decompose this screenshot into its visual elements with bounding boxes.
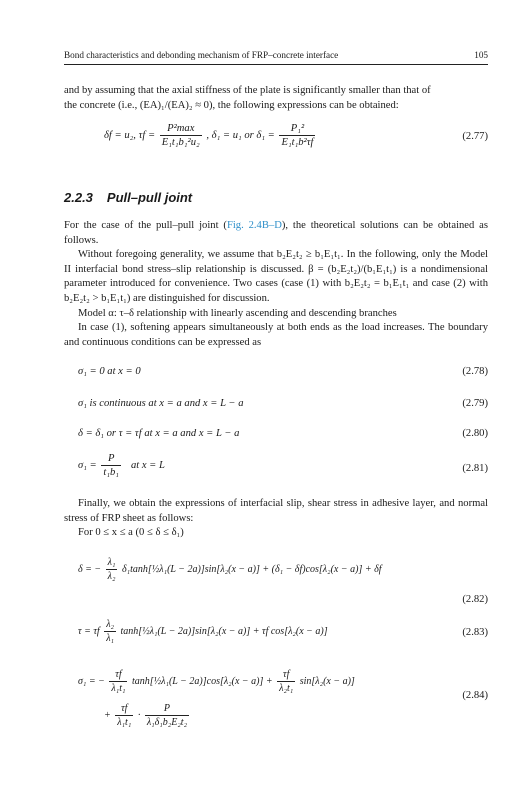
paragraph-2: Without foregoing generality, we assume that b₂E₂t₂ ≥ b₁E₁t₁. In the following, only the Model II interfacial bond stress–slip relationship is discussed. β = (b₂E₂t₂)/(b₁E₁t₁) is a nondimensional parameter introduced for convenience. Two cases (case (1) with b₂E₂t₂ = b₁E₁t₁ and case (2) with b₂E₂t₂ > b₁E₁t₁) are distinguished for discussion. xyxy=(64,249,488,304)
equation-2-83 xyxy=(64,618,488,652)
equation-number-2-79: (2.79) xyxy=(462,398,488,409)
eq282-lhs: δ = − xyxy=(78,563,102,575)
eq284-fraction-1: $\frac{\tau f}{\text{λ₁t₁}}$ xyxy=(111,669,126,694)
eq282-rhs: δ₁tanh[½λ₁(L − 2a)]sin[λ₂(x − a)] + (δ₁ − δf)cos[λ₂(x − a)] + δf xyxy=(121,563,382,575)
eq278-body: σ₁ = 0 at x = 0 xyxy=(78,366,141,377)
eq282-fraction: $\frac{\text{λ₁}}{\text{λ₂}}$ xyxy=(107,557,116,582)
equation-2-77 xyxy=(64,122,488,158)
equation-number-2-82: (2.82) xyxy=(462,594,488,605)
eq283-fraction: $\frac{\text{λ₂}}{\text{λ₁}}$ xyxy=(106,619,114,644)
equation-2-78 xyxy=(64,366,488,396)
intro-line-1: and by assuming that the axial stiffness of the plate is significantly smaller than that of xyxy=(64,85,431,96)
intro-paragraph xyxy=(64,84,488,113)
eq284-fraction-4: $\frac{P}{\text{λ₁δ₁b₂E₂t₂}}$ xyxy=(146,703,188,728)
section-heading xyxy=(64,190,192,205)
eq277-fraction-2: $\frac{\text{P₁²}}{\text{E₁t₁b²τf}}$ xyxy=(281,123,314,148)
eq284-plus: + xyxy=(104,709,111,721)
equation-2-82 xyxy=(64,556,488,614)
eq284-fraction-2: $\frac{\tau f}{\text{λ₂t₁}}$ xyxy=(279,669,294,694)
equation-number-2-80: (2.80) xyxy=(462,428,488,439)
eq284-dot: · xyxy=(137,709,141,721)
equation-number-2-78: (2.78) xyxy=(462,366,488,377)
eq284-fraction-3: $\frac{\tau f}{\text{λ₁t₁}}$ xyxy=(117,703,132,728)
equation-2-81 xyxy=(64,452,488,486)
paragraph-5: Finally, we obtain the expressions of interfacial slip, shear stress in adhesive layer, and normal stress of FRP sheet as follows: xyxy=(64,498,488,524)
eq283-lhs: τ = τf xyxy=(78,625,100,637)
equation-2-79 xyxy=(64,398,488,428)
eq281-lhs: σ₁ = xyxy=(78,459,97,471)
eq277-fraction-1: $\frac{\text{P²max}}{\text{E₁t₁b₁²u₂}}$ xyxy=(161,123,200,148)
section-number: 2.2.3 xyxy=(64,190,93,205)
eq279-body: σ₁ is continuous at x = a and x = L − a xyxy=(78,398,244,409)
eq280-body: δ = δ₁ or τ = τf at x = a and x = L − a xyxy=(78,428,240,439)
paragraph-6: For 0 ≤ x ≤ a (0 ≤ δ ≤ δ₁) xyxy=(78,527,184,538)
eq281-rhs: at x = L xyxy=(130,459,165,471)
paragraph-1: For the case of the pull–pull joint (Fig. 2.4B–D), the theoretical solutions can be obtained as follows. xyxy=(64,220,488,246)
figure-reference-link[interactable]: Fig. 2.4B–D xyxy=(226,220,282,231)
eq277-middle: , δ₁ = u₁ or δ₁ = xyxy=(206,129,275,141)
intro-line-2: the concrete (i.e., (EA)₁/(EA)₂ ≈ 0), the following expressions can be obtained: xyxy=(64,99,399,111)
paragraph-3: Model α: τ–δ relationship with linearly ascending and descending branches xyxy=(78,308,397,319)
running-header-title: Bond characteristics and debonding mechanism of FRP–concrete interface xyxy=(64,50,339,60)
equation-number-2-84: (2.84) xyxy=(462,690,488,701)
header-rule xyxy=(64,64,488,65)
eq283-rhs: tanh[½λ₁(L − 2a)]sin[λ₂(x − a)] + τf cos[λ₂(x − a)] xyxy=(120,625,328,637)
eq284-term-1: tanh[½λ₁(L − 2a)]cos[λ₂(x − a)] + xyxy=(131,675,273,687)
eq277-lhs: δf = u₂, τf = xyxy=(104,129,156,141)
equation-number-2-83: (2.83) xyxy=(462,627,488,638)
eq284-lhs: σ₁ = − xyxy=(78,675,105,687)
page-number: 105 xyxy=(474,50,488,60)
equation-number-2-77: (2.77) xyxy=(462,131,488,142)
section-title: Pull–pull joint xyxy=(106,190,193,205)
paragraph-4: In case (1), softening appears simultaneously at both ends as the load increases. The boundary and continuous conditions can be expressed as xyxy=(64,322,488,348)
eq284-term-2: sin[λ₂(x − a)] xyxy=(299,675,355,687)
equation-number-2-81: (2.81) xyxy=(462,463,488,474)
eq281-fraction: $\frac{P}{\text{t₁b₁}}$ xyxy=(103,453,119,478)
equation-2-84 xyxy=(64,668,488,734)
